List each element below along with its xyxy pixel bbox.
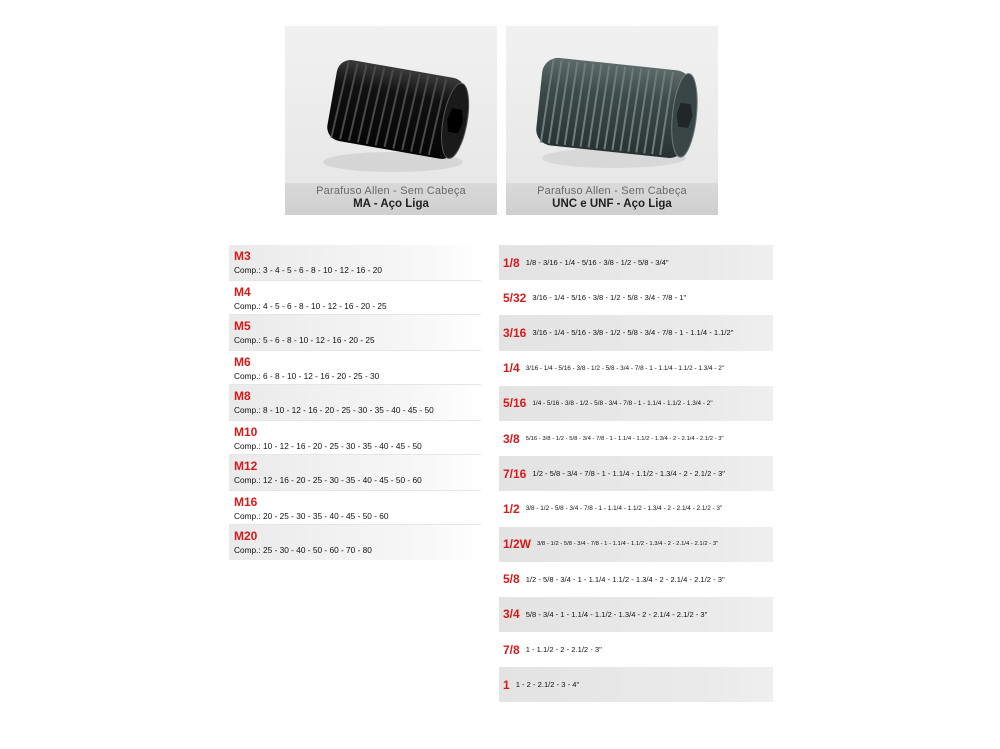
inch-lengths: 1 - 1.1/2 - 2 - 2.1/2 - 3" (525, 645, 602, 655)
inch-code: 1/2 (503, 501, 520, 516)
inch-row-7-8 (499, 632, 773, 667)
inch-row-5-8 (499, 562, 773, 597)
inch-row-7-16 (499, 456, 773, 491)
inch-row-1-8 (499, 245, 773, 280)
inch-code: 5/32 (503, 290, 527, 305)
inch-code: 1/8 (503, 255, 520, 270)
metric-lengths: Comp.: 25 - 30 - 40 - 50 - 60 - 70 - 80 (234, 545, 372, 555)
metric-code: M10 (234, 425, 258, 439)
inch-row-5-16 (499, 386, 773, 421)
inch-lengths: 3/16 - 1/4 - 5/16 - 3/8 - 1/2 - 5/8 - 3/4 - 7/8 - 1 - 1.1/4 - 1.1/2 - 1.3/4 - 2" (525, 364, 725, 372)
set-screw-grey-image (506, 26, 718, 186)
inch-code: 1/4 (503, 361, 520, 376)
metric-row-m4 (229, 280, 481, 315)
inch-lengths: 3/8 - 1/2 - 5/8 - 3/4 - 7/8 - 1 - 1.1/4 - 1.1/2 - 1.3/4 - 2 - 2.1/4 - 2.1/2 - 3" (537, 541, 719, 548)
metric-code: M6 (234, 355, 251, 369)
photo-caption (285, 183, 497, 215)
inch-row-1-4 (499, 351, 773, 386)
inch-lengths: 1/4 - 5/16 - 3/8 - 1/2 - 5/8 - 3/4 - 7/8 - 1 - 1.1/4 - 1.1/2 - 1.3/4 - 2" (532, 399, 713, 407)
inch-row-3-16 (499, 315, 773, 350)
caption-line-2: MA - Aço Liga (353, 198, 429, 210)
metric-row-m10 (229, 420, 481, 455)
metric-lengths: Comp.: 8 - 10 - 12 - 16 - 20 - 25 - 30 - 35 - 40 - 45 - 50 (234, 405, 434, 415)
metric-lengths: Comp.: 12 - 16 - 20 - 25 - 30 - 35 - 40 - 45 - 50 - 60 (234, 475, 422, 485)
caption-line-1: Parafuso Allen - Sem Cabeça (316, 185, 466, 197)
inch-lengths: 1/2 - 5/8 - 3/4 - 7/8 - 1 - 1.1/4 - 1.1/2 - 1.3/4 - 2 - 2.1/2 - 3" (532, 469, 725, 479)
inch-row-3-8 (499, 421, 773, 456)
metric-lengths: Comp.: 20 - 25 - 30 - 35 - 40 - 45 - 50 - 60 (234, 511, 389, 521)
metric-row-m12 (229, 455, 481, 490)
metric-row-m8 (229, 385, 481, 420)
metric-code: M8 (234, 389, 251, 403)
metric-lengths: Comp.: 10 - 12 - 16 - 20 - 25 - 30 - 35 - 40 - 45 - 50 (234, 441, 422, 451)
inch-code: 5/16 (503, 396, 527, 411)
caption-line-1: Parafuso Allen - Sem Cabeça (537, 185, 687, 197)
metric-code: M5 (234, 319, 251, 333)
metric-row-m3 (229, 245, 481, 280)
inch-lengths: 1/8 - 3/16 - 1/4 - 5/16 - 3/8 - 1/2 - 5/8 - 3/4" (525, 258, 669, 268)
inch-lengths: 3/8 - 1/2 - 5/8 - 3/4 - 7/8 - 1 - 1.1/4 - 1.1/2 - 1.3/4 - 2 - 2.1/4 - 2.1/2 - 3" (525, 505, 723, 513)
inch-lengths: 1 - 2 - 2.1/2 - 3 - 4" (515, 680, 580, 690)
metric-lengths: Comp.: 3 - 4 - 5 - 6 - 8 - 10 - 12 - 16 - 20 (234, 265, 383, 275)
metric-row-m16 (229, 490, 481, 525)
photo-caption (506, 183, 718, 215)
inch-code: 7/16 (503, 466, 527, 481)
photo-set-screw-ma (285, 26, 497, 215)
metric-code: M12 (234, 459, 258, 473)
inch-lengths: 5/16 - 3/8 - 1/2 - 5/8 - 3/4 - 7/8 - 1 - 1.1/4 - 1.1/2 - 1.3/4 - 2 - 2.1/4 - 2.1/2 - 3" (525, 435, 724, 442)
metric-lengths: Comp.: 5 - 6 - 8 - 10 - 12 - 16 - 20 - 25 (234, 335, 375, 345)
metric-code: M4 (234, 285, 251, 299)
inch-code: 3/16 (503, 325, 527, 340)
set-screw-black-image (285, 26, 497, 186)
inch-row-5-32 (499, 280, 773, 315)
metric-row-m20 (229, 525, 481, 560)
inch-code: 1 (503, 677, 510, 692)
inch-row-3-4 (499, 597, 773, 632)
metric-code: M20 (234, 529, 258, 543)
metric-row-m6 (229, 350, 481, 385)
metric-lengths: Comp.: 4 - 5 - 6 - 8 - 10 - 12 - 16 - 20 - 25 (234, 301, 387, 311)
photo-set-screw-unc-unf (506, 26, 718, 215)
inch-code: 5/8 (503, 572, 520, 587)
inch-code: 7/8 (503, 642, 520, 657)
metric-size-table (229, 245, 481, 560)
inch-size-table (499, 245, 773, 702)
metric-code: M16 (234, 495, 258, 509)
inch-lengths: 1/2 - 5/8 - 3/4 - 1 - 1.1/4 - 1.1/2 - 1.3/4 - 2 - 2.1/4 - 2.1/2 - 3" (525, 574, 725, 584)
inch-row-1-2 (499, 491, 773, 526)
inch-lengths: 3/16 - 1/4 - 5/16 - 3/8 - 1/2 - 5/8 - 3/4 - 7/8 - 1" (532, 293, 687, 303)
caption-line-2: UNC e UNF - Aço Liga (552, 198, 672, 210)
inch-code: 3/4 (503, 607, 520, 622)
inch-code: 3/8 (503, 431, 520, 446)
inch-row-1-2w (499, 527, 773, 562)
inch-row-1 (499, 667, 773, 702)
inch-code: 1/2W (503, 537, 532, 552)
metric-code: M3 (234, 249, 251, 263)
metric-lengths: Comp.: 6 - 8 - 10 - 12 - 16 - 20 - 25 - 30 (234, 371, 380, 381)
inch-lengths: 3/16 - 1/4 - 5/16 - 3/8 - 1/2 - 5/8 - 3/4 - 7/8 - 1 - 1.1/4 - 1.1/2" (532, 328, 734, 338)
inch-lengths: 5/8 - 3/4 - 1 - 1.1/4 - 1.1/2 - 1.3/4 - 2 - 2.1/4 - 2.1/2 - 3" (525, 609, 708, 619)
metric-row-m5 (229, 315, 481, 350)
